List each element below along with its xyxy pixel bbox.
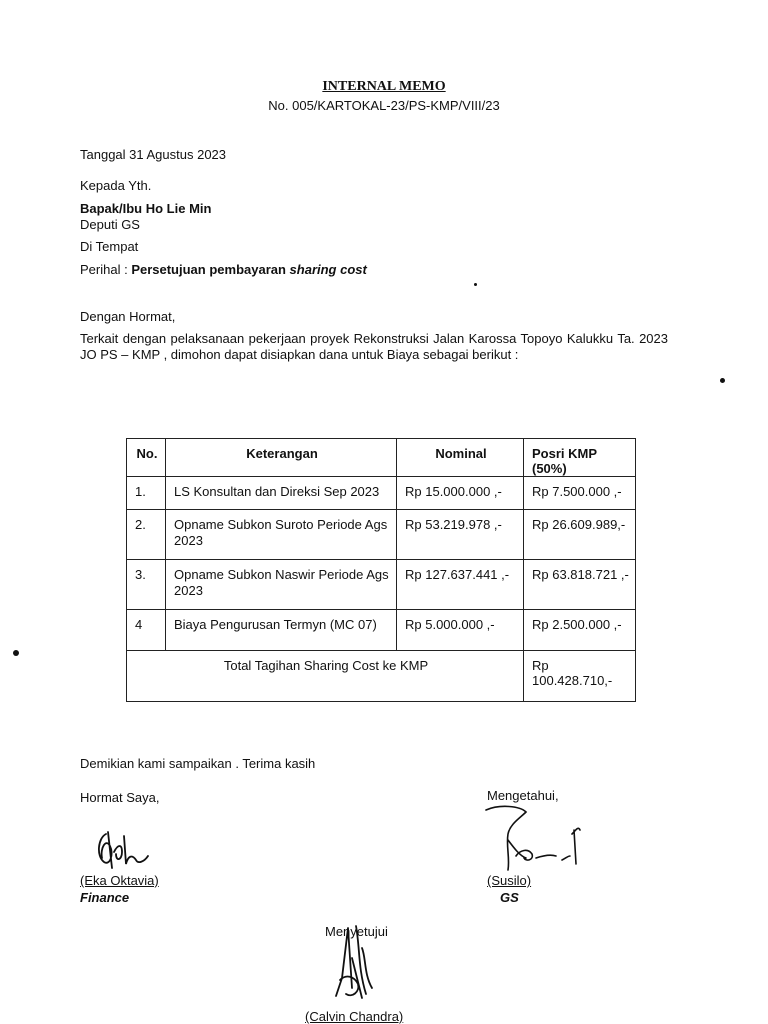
table-row (127, 510, 636, 560)
total-value: Rp 100.428.710,- (524, 651, 636, 702)
closing-line: Demikian kami sampaikan . Terima kasih (80, 756, 316, 771)
left-sign-name: (Eka Oktavia) (80, 873, 159, 888)
row-share: Rp 2.500.000 ,- (524, 610, 636, 651)
scan-speck (720, 378, 725, 383)
row-share: Rp 26.609.989,- (524, 510, 636, 560)
row-desc: Opname Subkon Naswir Periode Ags 2023 (166, 560, 397, 610)
scan-speck (474, 283, 477, 286)
scan-speck (13, 650, 19, 656)
cost-table (126, 438, 636, 702)
subject-line (80, 262, 367, 277)
row-desc: Biaya Pengurusan Termyn (MC 07) (166, 610, 397, 651)
row-no: 2. (127, 510, 166, 560)
row-no: 1. (127, 477, 166, 510)
row-share: Rp 63.818.721 ,- (524, 560, 636, 610)
body-paragraph: Terkait dengan pelaksanaan pekerjaan proyek Rekonstruksi Jalan Karossa Topoyo Kalukku Ta. 2023 JO PS – KMP , dimohon dapat disiapkan dana untuk Biaya sebagai berikut : (80, 331, 668, 362)
approver-signature-image (322, 918, 382, 1004)
table-row (127, 610, 636, 651)
total-label: Total Tagihan Sharing Cost ke KMP (127, 651, 524, 702)
subject-text: Persetujuan pembayaran (131, 262, 290, 277)
gs-signature-image (480, 800, 590, 880)
total-row (127, 651, 636, 702)
left-sign-label: Hormat Saya, (80, 790, 160, 805)
right-sign-name: (Susilo) (487, 873, 532, 888)
memo-date: Tanggal 31 Agustus 2023 (80, 147, 227, 162)
row-desc: LS Konsultan dan Direksi Sep 2023 (166, 477, 397, 510)
row-nominal: Rp 53.219.978 ,- (397, 510, 524, 560)
row-no: 4 (127, 610, 166, 651)
memo-number: No. 005/KARTOKAL-23/PS-KMP/VIII/23 (268, 98, 500, 113)
recipient-role: Deputi GS (80, 217, 140, 232)
memo-title: INTERNAL MEMO (322, 79, 446, 94)
row-nominal: Rp 5.000.000 ,- (397, 610, 524, 651)
to-label: Kepada Yth. (80, 178, 152, 193)
header-posri: Posri KMP (50%) (524, 439, 636, 477)
table-row (127, 560, 636, 610)
location-line: Di Tempat (80, 239, 139, 254)
center-sign-label: Menyetujui (325, 924, 388, 939)
left-sign-role: Finance (80, 890, 130, 905)
row-nominal: Rp 15.000.000 ,- (397, 477, 524, 510)
subject-label: Perihal : (80, 262, 132, 277)
header-no: No. (127, 439, 166, 477)
row-desc: Opname Subkon Suroto Periode Ags 2023 (166, 510, 397, 560)
right-sign-role: GS (500, 890, 519, 905)
table-row (127, 477, 636, 510)
right-sign-label: Mengetahui, (487, 788, 559, 803)
recipient-name: Bapak/Ibu Ho Lie Min (80, 201, 212, 216)
row-share: Rp 7.500.000 ,- (524, 477, 636, 510)
row-no: 3. (127, 560, 166, 610)
header-keterangan: Keterangan (166, 439, 397, 477)
center-sign-name: (Calvin Chandra) (305, 1009, 404, 1024)
greeting: Dengan Hormat, (80, 309, 176, 324)
row-nominal: Rp 127.637.441 ,- (397, 560, 524, 610)
finance-signature-image (92, 826, 152, 874)
subject-italic: sharing cost (289, 262, 367, 277)
header-nominal: Nominal (397, 439, 524, 477)
